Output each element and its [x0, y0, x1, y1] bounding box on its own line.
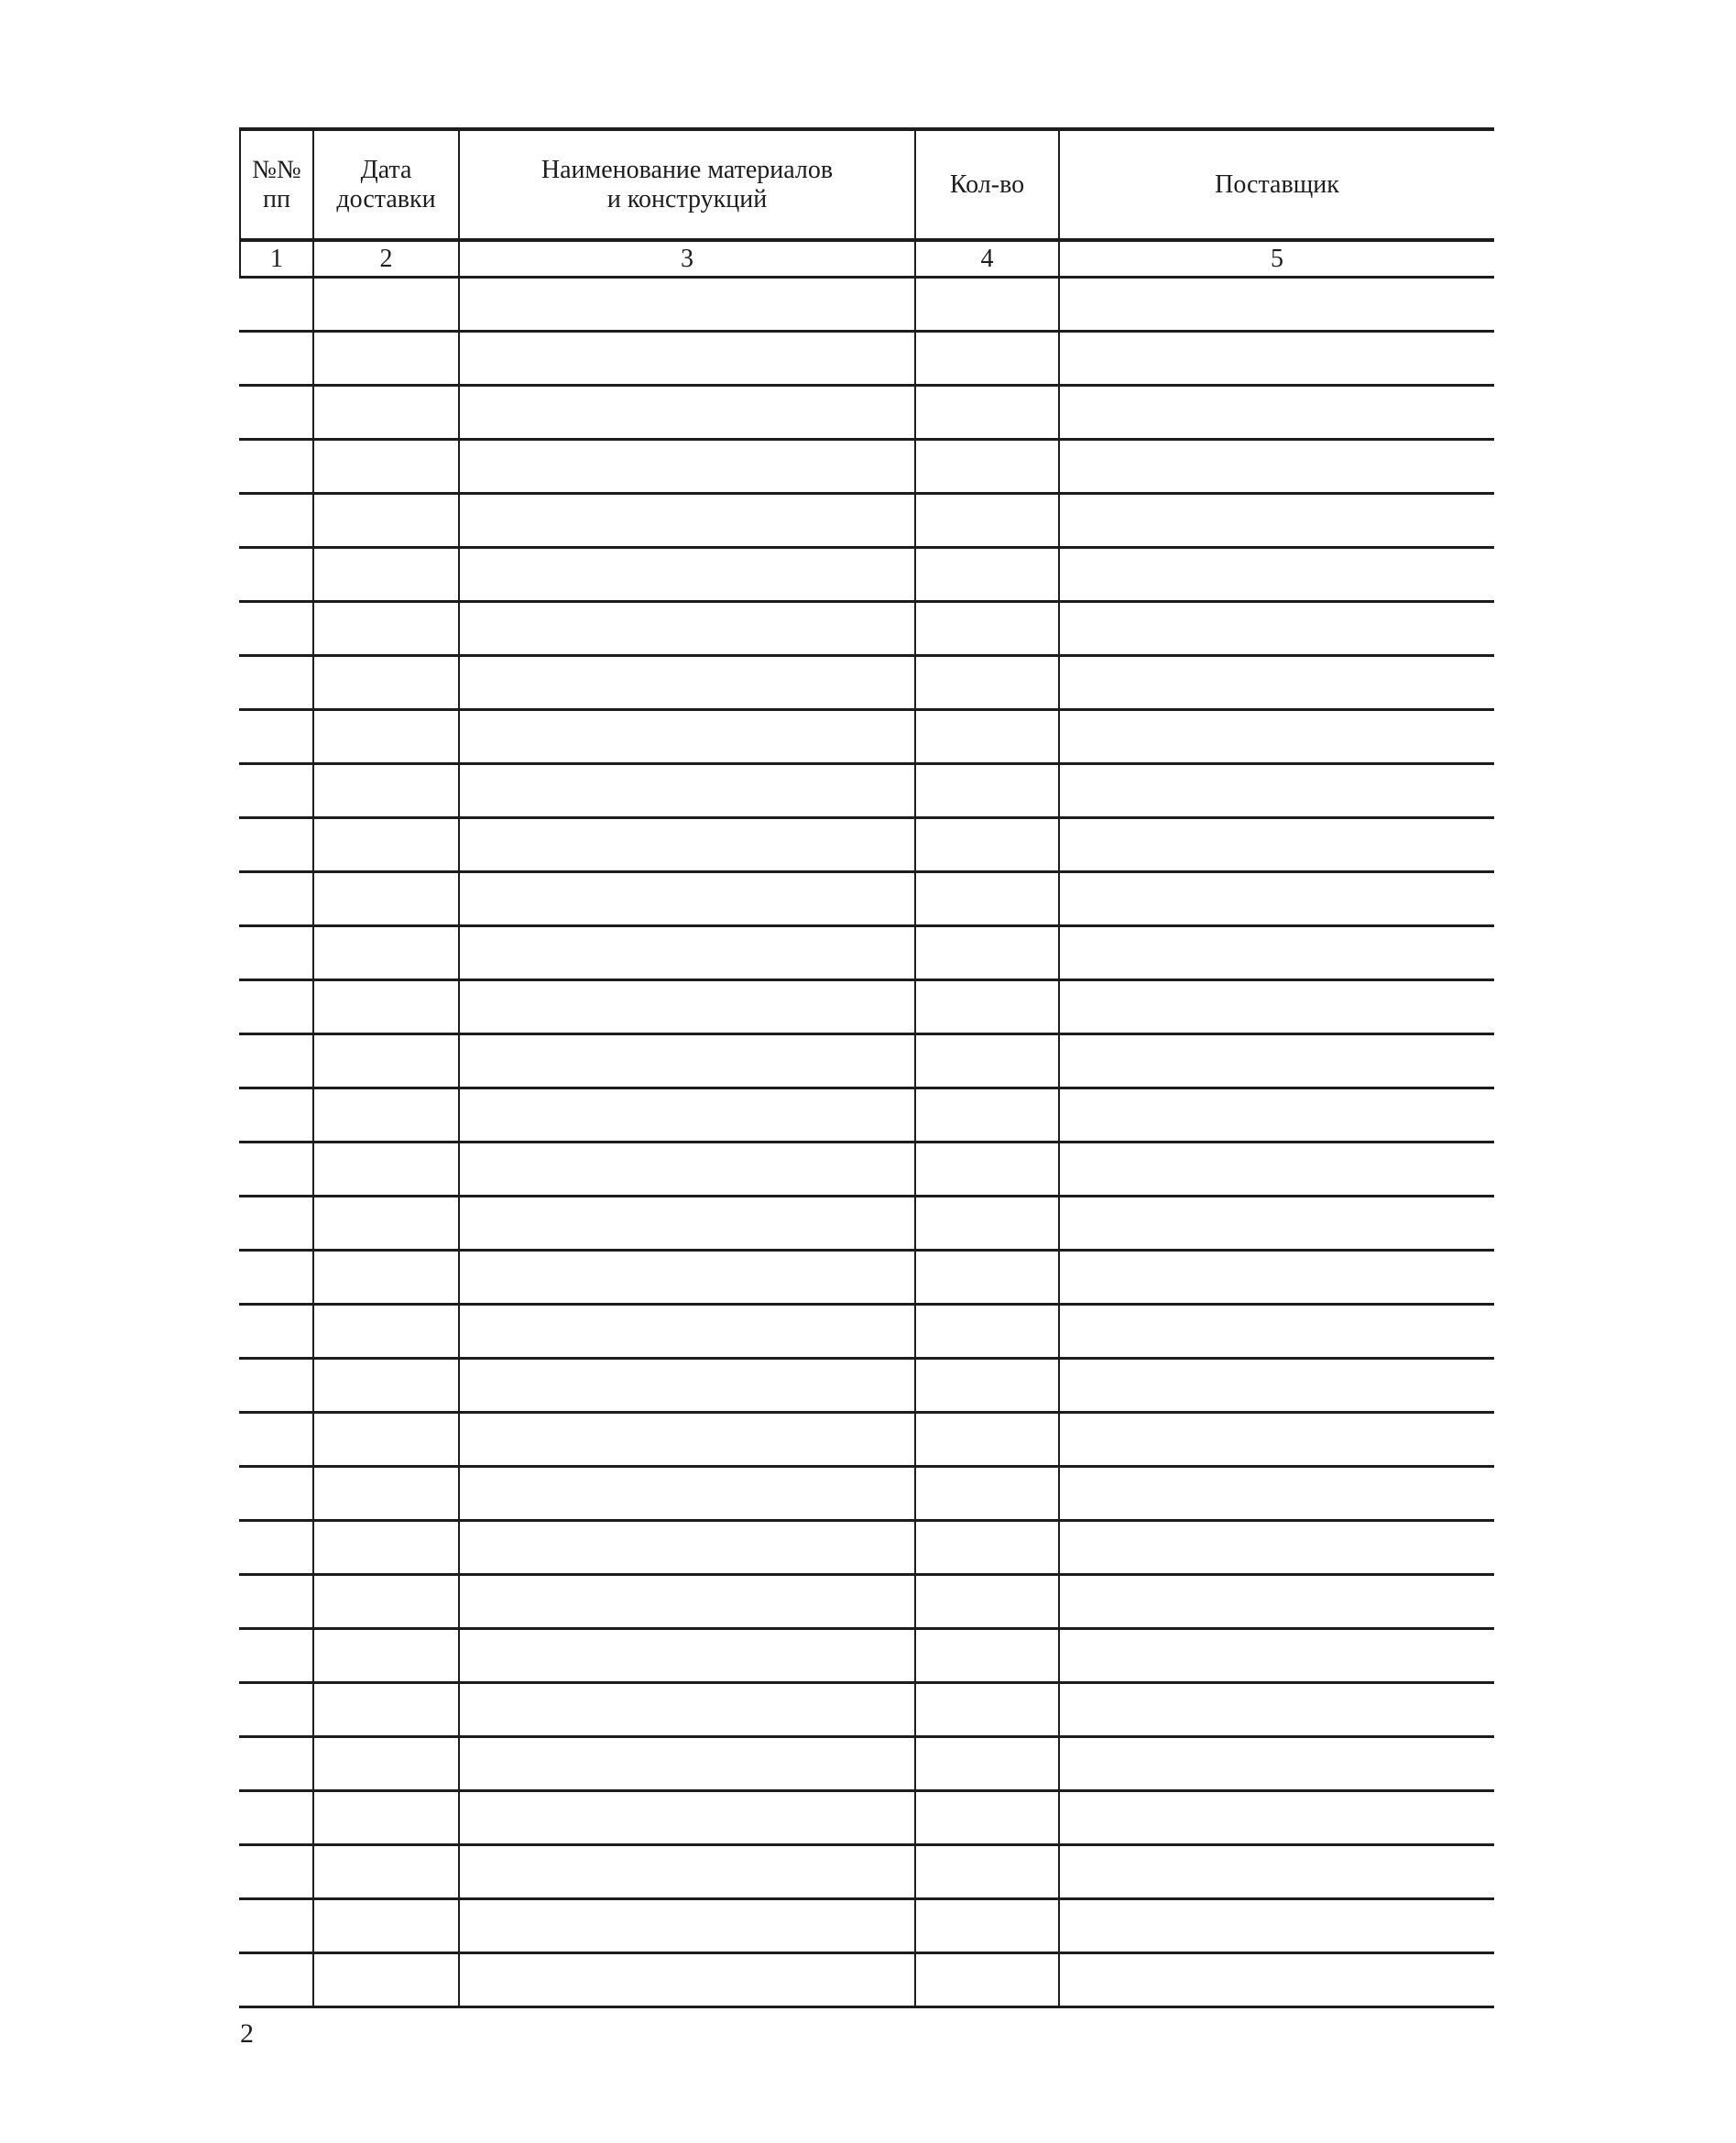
table-cell	[1058, 819, 1494, 870]
materials-log-table	[239, 127, 1494, 2008]
table-cell	[312, 1684, 458, 1735]
table-cell	[1058, 495, 1494, 546]
table-cell	[458, 1846, 914, 1897]
table-row	[239, 1576, 1494, 1630]
table-row	[239, 657, 1494, 711]
table-cell	[239, 1306, 312, 1357]
header-cell-row-number	[239, 131, 312, 238]
header-line: пп	[263, 184, 290, 213]
table-cell	[239, 333, 312, 384]
table-cell	[312, 495, 458, 546]
table-cell	[239, 1522, 312, 1573]
table-cell	[1058, 1089, 1494, 1141]
table-cell	[458, 1630, 914, 1681]
header-cell-material-name	[458, 131, 914, 238]
table-cell	[239, 1197, 312, 1249]
header-line: и конструкций	[606, 184, 768, 213]
table-cell	[312, 549, 458, 600]
table-cell	[914, 873, 1058, 924]
table-cell	[914, 279, 1058, 330]
table-cell	[914, 441, 1058, 492]
table-cell	[1058, 1360, 1494, 1411]
table-cell	[1058, 1738, 1494, 1789]
table-row	[239, 441, 1494, 495]
table-cell	[1058, 1468, 1494, 1519]
header-line: Дата	[360, 155, 412, 184]
table-cell	[312, 711, 458, 762]
table-cell	[1058, 549, 1494, 600]
column-index-cell: 4	[914, 242, 1058, 276]
table-cell	[1058, 387, 1494, 438]
table-cell	[914, 603, 1058, 654]
table-cell	[239, 1954, 312, 2006]
table-cell	[1058, 1252, 1494, 1303]
header-line: №№	[252, 155, 301, 184]
table-cell	[312, 1522, 458, 1573]
table-row	[239, 1684, 1494, 1738]
table-cell	[239, 549, 312, 600]
table-cell	[1058, 333, 1494, 384]
table-cell	[312, 1035, 458, 1087]
table-cell	[312, 1252, 458, 1303]
table-row	[239, 1089, 1494, 1143]
table-cell	[312, 1089, 458, 1141]
table-cell	[458, 333, 914, 384]
table-row	[239, 1143, 1494, 1197]
table-cell	[1058, 657, 1494, 708]
table-header-row	[239, 131, 1494, 242]
table-cell	[239, 765, 312, 816]
table-cell	[312, 1954, 458, 2006]
table-cell	[914, 1522, 1058, 1573]
table-cell	[914, 1954, 1058, 2006]
table-row	[239, 1252, 1494, 1306]
table-cell	[1058, 1414, 1494, 1465]
table-row	[239, 1035, 1494, 1089]
table-cell	[458, 1522, 914, 1573]
table-body	[239, 279, 1494, 2008]
table-cell	[239, 1900, 312, 1952]
table-cell	[1058, 603, 1494, 654]
table-cell	[458, 1468, 914, 1519]
table-cell	[1058, 1900, 1494, 1952]
table-cell	[239, 1576, 312, 1627]
table-cell	[312, 981, 458, 1033]
header-line: доставки	[336, 184, 436, 213]
table-row	[239, 387, 1494, 441]
table-cell	[239, 1468, 312, 1519]
table-cell	[239, 1738, 312, 1789]
table-cell	[458, 657, 914, 708]
table-cell	[458, 495, 914, 546]
table-cell	[458, 1900, 914, 1952]
table-cell	[458, 1954, 914, 2006]
table-cell	[458, 387, 914, 438]
table-cell	[914, 1089, 1058, 1141]
table-row	[239, 1360, 1494, 1414]
table-cell	[914, 657, 1058, 708]
table-cell	[1058, 873, 1494, 924]
table-cell	[312, 873, 458, 924]
table-cell	[458, 1035, 914, 1087]
table-row	[239, 1630, 1494, 1684]
table-cell	[239, 1143, 312, 1195]
header-line: Поставщик	[1215, 169, 1339, 199]
table-cell	[312, 1414, 458, 1465]
table-cell	[914, 1684, 1058, 1735]
table-row	[239, 1900, 1494, 1954]
table-cell	[1058, 1197, 1494, 1249]
table-row	[239, 279, 1494, 333]
table-cell	[312, 1143, 458, 1195]
table-cell	[914, 333, 1058, 384]
table-cell	[239, 1684, 312, 1735]
table-cell	[914, 1197, 1058, 1249]
table-cell	[239, 387, 312, 438]
table-cell	[239, 711, 312, 762]
table-cell	[1058, 1846, 1494, 1897]
table-cell	[914, 1630, 1058, 1681]
table-cell	[458, 1792, 914, 1843]
table-cell	[914, 765, 1058, 816]
table-cell	[1058, 927, 1494, 979]
table-cell	[458, 603, 914, 654]
table-cell	[458, 1143, 914, 1195]
table-cell	[1058, 765, 1494, 816]
table-cell	[1058, 1035, 1494, 1087]
table-cell	[312, 387, 458, 438]
table-cell	[1058, 981, 1494, 1033]
table-cell	[312, 333, 458, 384]
table-cell	[914, 1846, 1058, 1897]
table-row	[239, 1522, 1494, 1576]
table-cell	[239, 1035, 312, 1087]
table-cell	[1058, 711, 1494, 762]
table-row	[239, 333, 1494, 387]
table-cell	[239, 1630, 312, 1681]
table-cell	[914, 1792, 1058, 1843]
table-cell	[458, 819, 914, 870]
table-row	[239, 1954, 1494, 2008]
table-cell	[914, 1252, 1058, 1303]
table-cell	[239, 441, 312, 492]
column-index-cell: 5	[1058, 242, 1494, 276]
table-row	[239, 873, 1494, 927]
table-cell	[239, 1846, 312, 1897]
table-row	[239, 603, 1494, 657]
table-cell	[312, 657, 458, 708]
table-cell	[458, 873, 914, 924]
table-cell	[312, 441, 458, 492]
table-cell	[239, 657, 312, 708]
table-cell	[458, 1306, 914, 1357]
table-cell	[914, 1576, 1058, 1627]
table-cell	[312, 1900, 458, 1952]
column-index-cell: 2	[312, 242, 458, 276]
header-line: Кол-во	[949, 169, 1025, 199]
table-cell	[239, 1360, 312, 1411]
table-row	[239, 981, 1494, 1035]
table-cell	[914, 1414, 1058, 1465]
table-cell	[914, 387, 1058, 438]
table-row	[239, 1197, 1494, 1252]
table-cell	[312, 1306, 458, 1357]
table-cell	[312, 1846, 458, 1897]
table-cell	[239, 873, 312, 924]
table-cell	[914, 549, 1058, 600]
table-cell	[458, 765, 914, 816]
table-cell	[914, 819, 1058, 870]
table-row	[239, 495, 1494, 549]
table-cell	[312, 819, 458, 870]
table-cell	[312, 1792, 458, 1843]
table-cell	[312, 927, 458, 979]
table-cell	[914, 1360, 1058, 1411]
table-cell	[914, 927, 1058, 979]
table-cell	[914, 1738, 1058, 1789]
header-cell-quantity	[914, 131, 1058, 238]
table-cell	[914, 981, 1058, 1033]
table-row	[239, 711, 1494, 765]
table-row	[239, 549, 1494, 603]
table-cell	[312, 603, 458, 654]
table-cell	[239, 1089, 312, 1141]
header-cell-supplier	[1058, 131, 1494, 238]
table-cell	[458, 279, 914, 330]
table-cell	[458, 1684, 914, 1735]
table-cell	[458, 1197, 914, 1249]
table-cell	[914, 1306, 1058, 1357]
table-cell	[1058, 441, 1494, 492]
table-cell	[239, 819, 312, 870]
table-cell	[458, 441, 914, 492]
table-cell	[458, 1738, 914, 1789]
table-cell	[458, 1252, 914, 1303]
table-cell	[239, 603, 312, 654]
table-cell	[458, 927, 914, 979]
table-cell	[1058, 1306, 1494, 1357]
table-cell	[1058, 1684, 1494, 1735]
table-cell	[458, 711, 914, 762]
table-row	[239, 1414, 1494, 1468]
table-cell	[239, 1792, 312, 1843]
table-row	[239, 1468, 1494, 1522]
column-index-cell: 1	[239, 242, 312, 276]
table-cell	[914, 711, 1058, 762]
table-row	[239, 819, 1494, 873]
table-cell	[312, 1576, 458, 1627]
column-index-cell: 3	[458, 242, 914, 276]
header-line: Наименование материалов	[540, 155, 834, 184]
table-cell	[458, 981, 914, 1033]
header-cell-delivery-date	[312, 131, 458, 238]
table-cell	[239, 981, 312, 1033]
table-cell	[458, 1360, 914, 1411]
table-cell	[458, 1414, 914, 1465]
table-row	[239, 927, 1494, 981]
table-cell	[239, 1252, 312, 1303]
page-number: 2	[240, 2018, 254, 2049]
table-cell	[914, 1035, 1058, 1087]
table-cell	[1058, 1954, 1494, 2006]
table-cell	[1058, 1792, 1494, 1843]
table-row	[239, 1306, 1494, 1360]
table-cell	[458, 1576, 914, 1627]
table-cell	[458, 1089, 914, 1141]
table-cell	[312, 1630, 458, 1681]
table-cell	[1058, 1143, 1494, 1195]
table-cell	[312, 1738, 458, 1789]
table-cell	[312, 765, 458, 816]
table-row	[239, 765, 1494, 819]
table-cell	[312, 1468, 458, 1519]
table-cell	[239, 1414, 312, 1465]
table-cell	[239, 495, 312, 546]
table-cell	[914, 1143, 1058, 1195]
table-cell	[239, 279, 312, 330]
table-row	[239, 1738, 1494, 1792]
table-cell	[914, 1468, 1058, 1519]
table-cell	[312, 1197, 458, 1249]
table-cell	[1058, 1576, 1494, 1627]
column-index-row	[239, 242, 1494, 279]
table-row	[239, 1846, 1494, 1900]
table-cell	[312, 279, 458, 330]
table-cell	[1058, 1630, 1494, 1681]
table-cell	[239, 927, 312, 979]
table-cell	[1058, 1522, 1494, 1573]
table-row	[239, 1792, 1494, 1846]
table-cell	[312, 1360, 458, 1411]
table-cell	[1058, 279, 1494, 330]
table-cell	[914, 495, 1058, 546]
table-cell	[458, 549, 914, 600]
table-cell	[914, 1900, 1058, 1952]
